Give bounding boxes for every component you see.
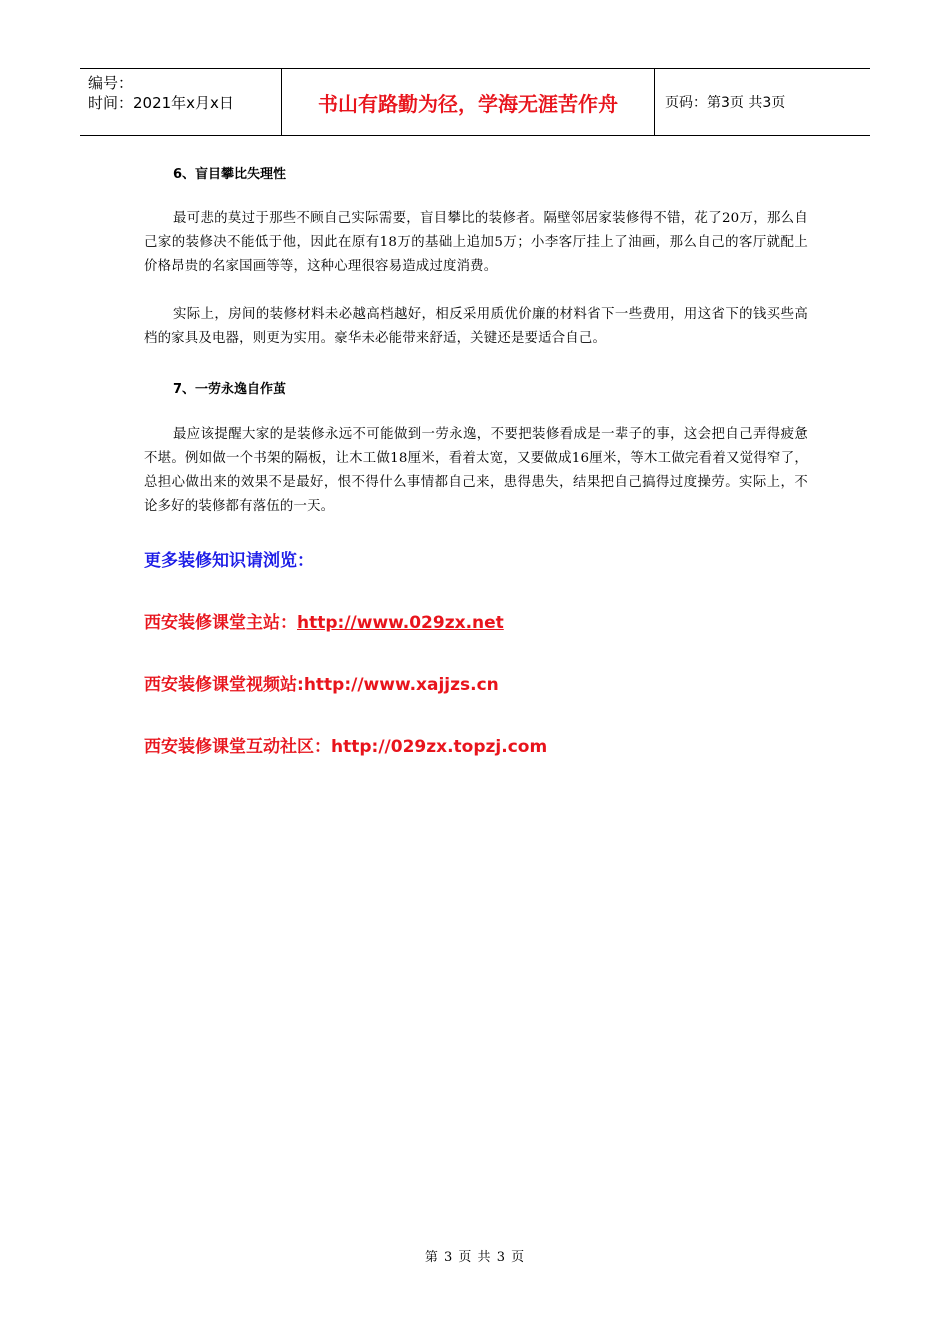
link-video-site: [144, 670, 499, 695]
section-title-7: 7、一劳永逸自作茧: [173, 382, 287, 397]
link-community: [144, 732, 547, 757]
link-label: 西安装修课堂主站：: [144, 613, 297, 633]
link-url[interactable]: http://www.029zx.net: [297, 613, 504, 633]
page-footer: 第 3 页 共 3 页: [424, 1250, 526, 1265]
section-title-6: 6、盲目攀比失理性: [173, 167, 287, 182]
paragraph: 最应该提醒大家的是装修永远不可能做到一劳永逸，不要把装修看成是一辈子的事，这会把自己弄得疲惫不堪。例如做一个书架的隔板，让木工做18厘米，看着太宽，又要做成16厘米，等木工做完看着又觉得窄了，总担心做出来的效果不是最好，恨不得什么事情都自己来，患得患失，结果把自己搞得过度操劳。实际上，不论多好的装修都有落伍的一天。: [144, 427, 808, 514]
link-url[interactable]: http://029zx.topzj.com: [331, 737, 548, 757]
paragraph: 最可悲的莫过于那些不顾自己实际需要，盲目攀比的装修者。隔壁邻居家装修得不错，花了20万，那么自己家的装修决不能低于他，因此在原有18万的基础上追加5万；小李客厅挂上了油画，那么自己的客厅就配上价格昂贵的名家国画等等，这种心理很容易造成过度消费。: [144, 211, 808, 274]
link-main-site: [144, 608, 504, 633]
more-links-heading: 更多装修知识请浏览：: [144, 551, 314, 571]
paragraph: 实际上，房间的装修材料未必越高档越好，相反采用质优价廉的材料省下一些费用，用这省下的钱买些高档的家具及电器，则更为实用。豪华未必能带来舒适，关键还是要适合自己。: [144, 307, 808, 346]
document-date: 时间：2021年x月x日: [88, 94, 234, 112]
link-label: 西安装修课堂互动社区：: [144, 737, 331, 757]
header-motto: 书山有路勤为径，学海无涯苦作舟: [281, 69, 655, 135]
document-number-label: 编号：: [88, 74, 134, 92]
page-header: [80, 68, 870, 136]
header-page-number: 页码：第3页 共3页: [665, 95, 786, 111]
link-url[interactable]: http://www.xajjzs.cn: [303, 675, 499, 695]
link-label: 西安装修课堂视频站:: [144, 675, 304, 695]
header-meta: [80, 69, 281, 135]
